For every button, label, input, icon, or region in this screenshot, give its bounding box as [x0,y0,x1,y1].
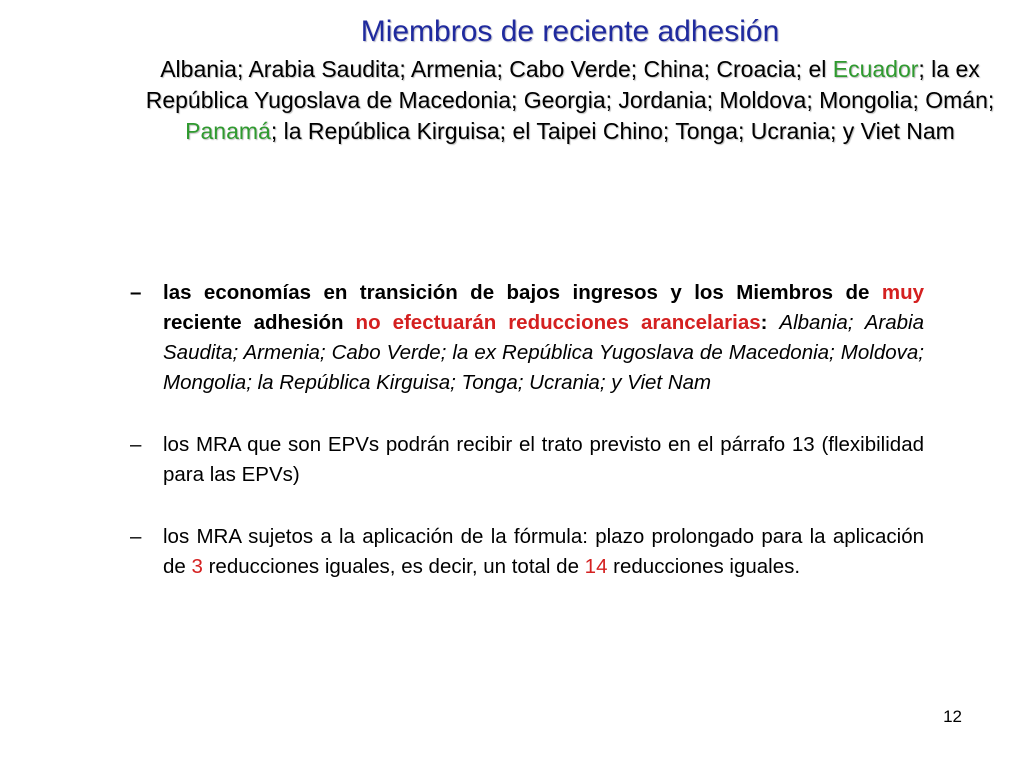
page-number: 12 [943,707,962,726]
bullet-dash: – [130,281,142,304]
members-highlight-ecuador: Ecuador [832,56,919,82]
bullet-text: reciente adhesión [163,311,356,334]
bullet-text: los MRA sujetos a la aplicación de la fórmula: plazo prolongado para la aplicación de [163,525,924,578]
bullet-text: reducciones iguales, es decir, un total de [202,555,585,578]
bullet-dash: – [130,525,142,548]
bullet-text: los MRA que son EPVs podrán recibir el trato previsto en el párrafo 13 (flexibilidad para las EPVs) [163,433,924,486]
members-text-1: Albania; Arabia Saudita; Armenia; Cabo Verde; China; Croacia; el [160,56,833,82]
members-text-3: ; la República Kirguisa; el Taipei Chino; Tonga; Ucrania; y Viet Nam [270,118,955,144]
slide-header [130,14,1010,147]
bullet-item-epv-treatment [124,430,924,490]
bullet-list [124,278,924,614]
bullet-text: reducciones iguales. [607,555,801,578]
bullet-highlight: muy [881,281,924,304]
bullet-dash: – [130,433,142,456]
members-list [130,54,1010,147]
slide-title: Miembros de reciente adhesión [360,15,780,48]
bullet-text: : [760,311,780,334]
bullet-item-formula [124,522,924,582]
bullet-text: las economías en transición de bajos ingresos y los Miembros de [163,281,882,304]
bullet-item-no-reductions [124,278,924,398]
members-text-2: ; la ex República Yugoslava de Macedonia; Georgia; Jordania; Moldova; Mongolia; Omán; [145,56,995,113]
bullet-country-list: Albania; Arabia Saudita; Armenia; Cabo Verde; la ex República Yugoslava de Macedonia; Moldova; Mongolia; la República Kirguisa; Tonga; Ucrania; y Viet Nam [163,311,924,394]
bullet-highlight: efectuarán reducciones arancelarias [392,311,761,334]
bullet-highlight: 3 [191,555,203,578]
bullet-highlight: 14 [584,555,608,578]
bullet-text [381,311,393,334]
bullet-highlight: no [355,311,381,334]
members-highlight-panama: Panamá [185,118,271,144]
